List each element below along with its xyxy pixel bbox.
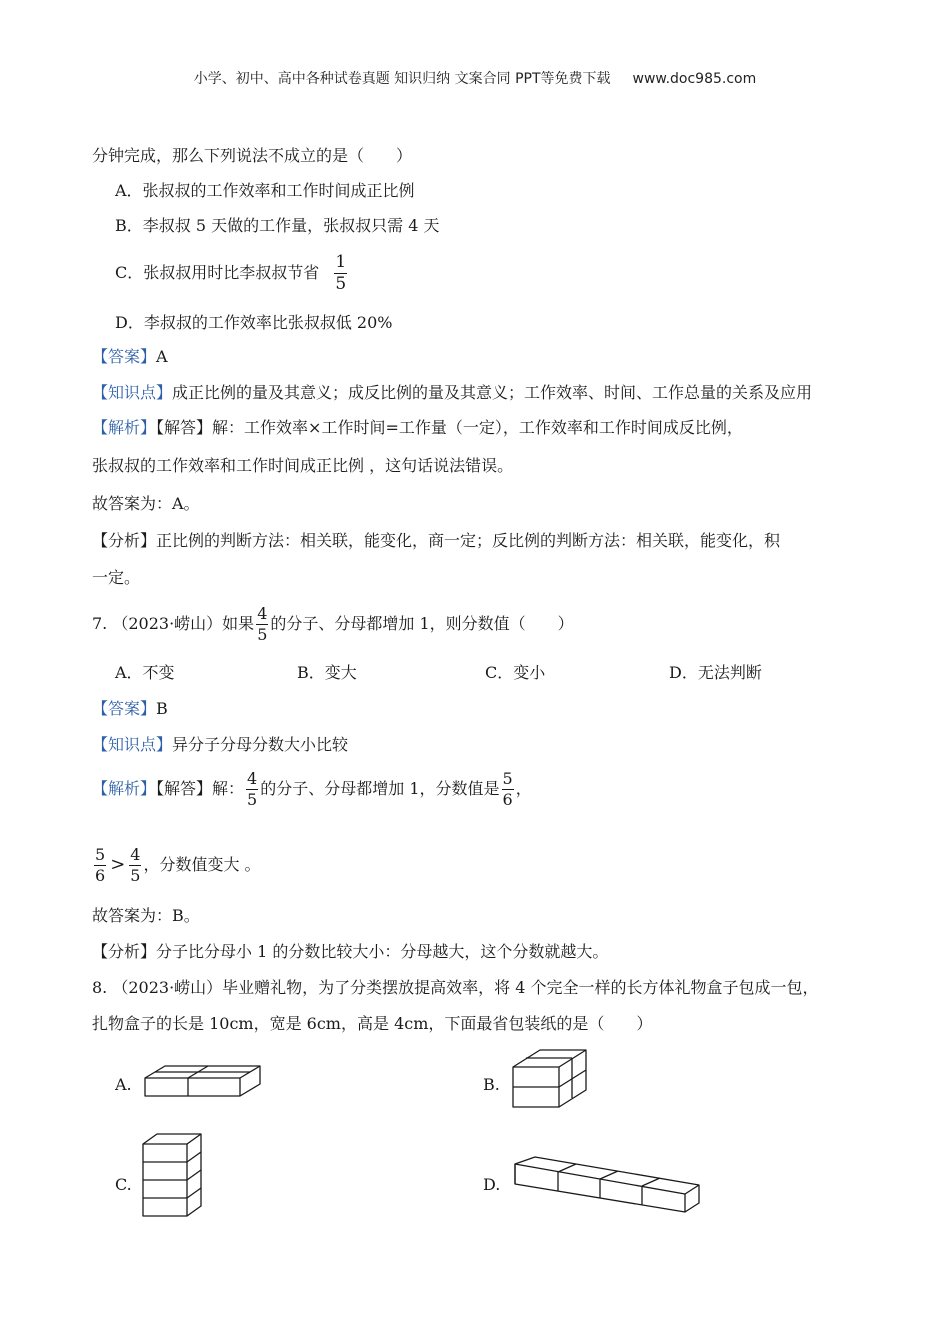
q7-number: 7. bbox=[92, 614, 108, 633]
q6-fenxi-text-1: 正比例的判断方法：相关联，能变化，商一定；反比例的判断方法：相关联，能变化，积 bbox=[156, 531, 781, 550]
q6-option-c-fraction bbox=[334, 254, 347, 293]
q6-option-d: D．李叔叔的工作效率比张叔叔低 20% bbox=[115, 313, 393, 332]
q8-option-b-label: B. bbox=[483, 1075, 500, 1094]
q8-stem-line-1 bbox=[92, 977, 819, 999]
q7-stem-post: 的分子、分母都增加 1，则分数值（ ） bbox=[270, 614, 574, 633]
q6-knowledge bbox=[92, 382, 812, 404]
q8-option-d-label: D. bbox=[483, 1175, 501, 1194]
fraction-numerator: 5 bbox=[95, 845, 106, 864]
q8-stem-text-1: 毕业赠礼物，为了分类摆放提高效率，将 4 个完全一样的长方体礼物盒子包成一包， bbox=[222, 978, 819, 997]
fraction-numerator: 1 bbox=[335, 252, 347, 272]
q6-stem-tail: 分钟完成，那么下列说法不成立的是（ ） bbox=[92, 146, 413, 165]
q6-option-b: B．李叔叔 5 天做的工作量，张叔叔只需 4 天 bbox=[115, 216, 440, 235]
q7-analysis-end: ， bbox=[515, 779, 532, 798]
q7-analysis-mid: 的分子、分母都增加 1，分数值是 bbox=[260, 779, 500, 798]
q7-option-a: A．不变 bbox=[115, 663, 175, 682]
q6-fenxi-line-2: 一定。 bbox=[92, 568, 141, 587]
answer-tag: 【答案】 bbox=[92, 347, 157, 366]
q7-analysis-fraction-2 bbox=[502, 771, 514, 808]
q6-analysis-line-1 bbox=[92, 417, 743, 439]
q8-source: （2023·崂山） bbox=[112, 978, 223, 997]
q6-knowledge-text: 成正比例的量及其意义；成反比例的量及其意义；工作效率、时间、工作总量的关系及应用 bbox=[172, 383, 813, 402]
q6-option-c-text: C．张叔叔用时比李叔叔节省 bbox=[115, 263, 320, 282]
solve-tag: 【解答】 bbox=[156, 418, 213, 437]
q8-option-d-figure bbox=[510, 1152, 705, 1222]
q7-analysis-pre: 解： bbox=[212, 779, 245, 798]
answer-tag: 【答案】 bbox=[92, 699, 157, 718]
fraction-numerator: 4 bbox=[130, 845, 141, 864]
q8-option-c-figure bbox=[140, 1130, 205, 1220]
fenxi-tag: 【分析】 bbox=[92, 942, 157, 961]
q7-knowledge-text: 异分子分母分数大小比较 bbox=[172, 735, 349, 754]
fenxi-tag: 【分析】 bbox=[92, 531, 157, 550]
q7-source: （2023·崂山） bbox=[112, 614, 223, 633]
fraction-denominator: 6 bbox=[502, 790, 513, 809]
q8-number: 8. bbox=[92, 978, 108, 997]
fraction-denominator: 5 bbox=[335, 274, 347, 294]
q6-fenxi-line-1 bbox=[92, 530, 780, 552]
q6-analysis-text-1: 解：工作效率×工作时间=工作量（一定），工作效率和工作时间成反比例， bbox=[212, 418, 743, 437]
fraction-numerator: 5 bbox=[502, 769, 513, 788]
q7-compare-fraction-a bbox=[94, 847, 106, 884]
q8-option-a-figure bbox=[140, 1060, 265, 1115]
q7-answer bbox=[92, 698, 168, 720]
q7-analysis-line-1 bbox=[92, 767, 532, 811]
q7-fenxi bbox=[92, 941, 608, 963]
fraction-numerator: 4 bbox=[257, 604, 268, 623]
q7-stem-fraction bbox=[256, 606, 268, 643]
q6-answer-value: A bbox=[156, 347, 168, 366]
q7-compare-fraction-b bbox=[129, 847, 141, 884]
q7-knowledge bbox=[92, 734, 348, 756]
q7-stem-pre: 如果 bbox=[222, 614, 255, 633]
q7-option-b: B．变大 bbox=[297, 663, 357, 682]
knowledge-tag: 【知识点】 bbox=[92, 735, 173, 754]
q7-analysis-line-2 bbox=[92, 843, 261, 887]
knowledge-tag: 【知识点】 bbox=[92, 383, 173, 402]
q7-option-c: C．变小 bbox=[485, 663, 546, 682]
q7-conclusion: 故答案为：B。 bbox=[92, 906, 200, 925]
q6-option-a: A．张叔叔的工作效率和工作时间成正比例 bbox=[115, 181, 415, 200]
q7-compare-text: ，分数值变大 。 bbox=[143, 855, 261, 874]
fraction-denominator: 5 bbox=[257, 625, 268, 644]
page-header bbox=[0, 68, 950, 88]
q7-stem bbox=[92, 603, 574, 645]
fraction-denominator: 5 bbox=[130, 866, 141, 885]
fraction-denominator: 6 bbox=[95, 866, 106, 885]
analysis-tag: 【解析】 bbox=[92, 779, 157, 798]
q7-compare-sign: > bbox=[110, 854, 126, 875]
q6-answer bbox=[92, 346, 168, 368]
q8-option-b-figure bbox=[510, 1045, 590, 1115]
q6-conclusion: 故答案为：A。 bbox=[92, 494, 200, 513]
solve-tag: 【解答】 bbox=[156, 779, 213, 798]
fraction-numerator: 4 bbox=[247, 769, 258, 788]
q7-option-d: D．无法判断 bbox=[669, 663, 762, 682]
q7-answer-value: B bbox=[156, 699, 168, 718]
fraction-denominator: 5 bbox=[247, 790, 258, 809]
header-text: 小学、初中、高中各种试卷真题 知识归纳 文案合同 PPT等免费下载 bbox=[193, 71, 611, 87]
q7-fenxi-text: 分子比分母小 1 的分数比较大小：分母越大，这个分数就越大。 bbox=[156, 942, 609, 961]
q7-analysis-fraction-1 bbox=[246, 771, 258, 808]
header-url[interactable]: www.doc985.com bbox=[632, 71, 757, 87]
q8-stem-line-2: 扎物盒子的长是 10cm，宽是 6cm，高是 4cm，下面最省包装纸的是（ ） bbox=[92, 1014, 653, 1033]
analysis-tag: 【解析】 bbox=[92, 418, 157, 437]
q8-option-c-label: C. bbox=[115, 1175, 132, 1194]
q6-option-c bbox=[115, 250, 349, 296]
q6-analysis-line-2: 张叔叔的工作效率和工作时间成正比例 ，这句话说法错误。 bbox=[92, 456, 514, 475]
q8-option-a-label: A. bbox=[115, 1075, 132, 1094]
